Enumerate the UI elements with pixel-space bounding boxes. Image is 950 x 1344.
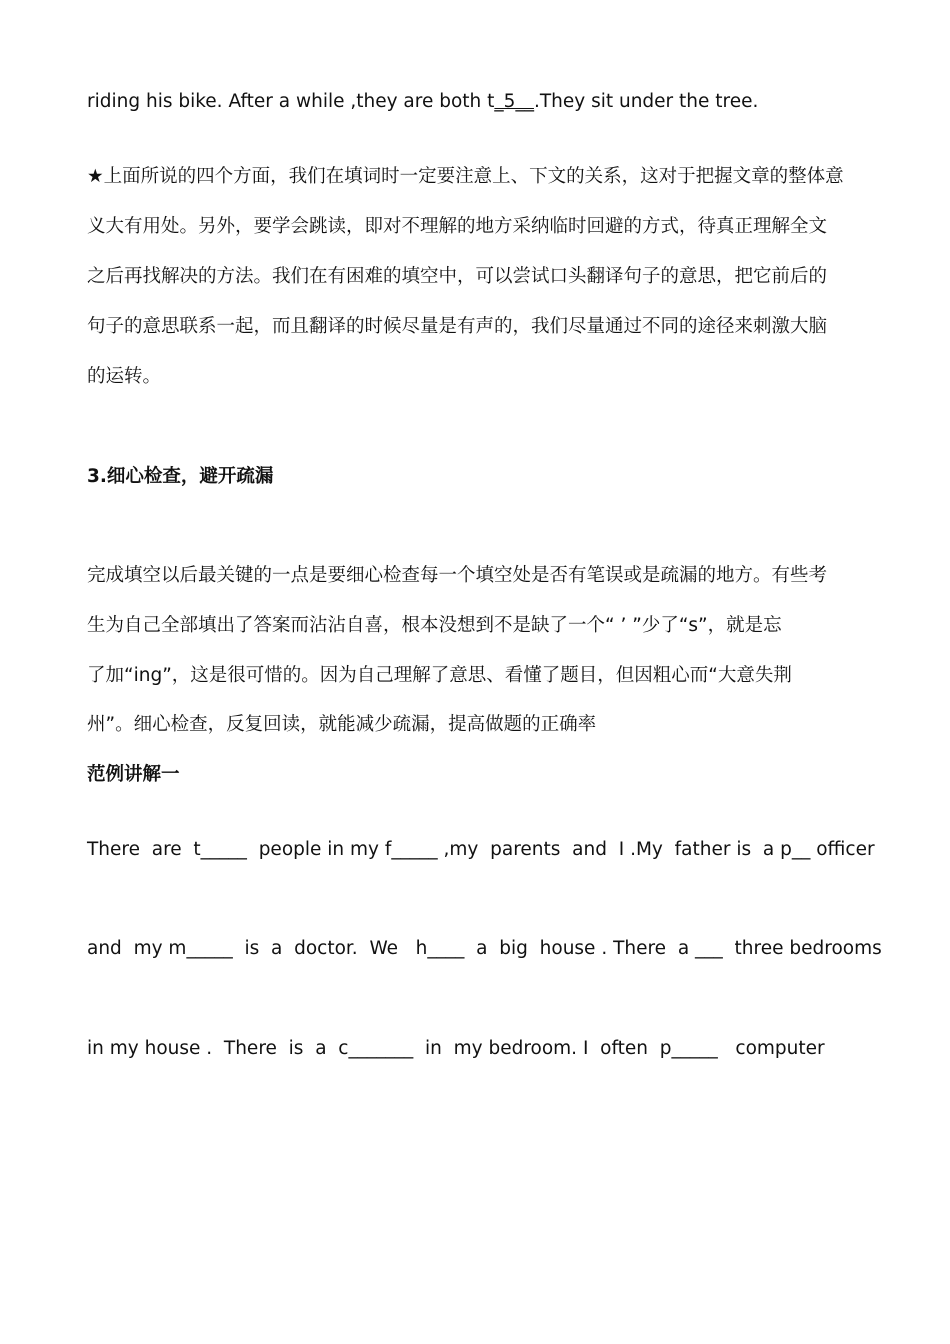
check-line: 州”。细心检查，反复回读，就能减少疏漏，提高做题的正确率: [87, 714, 597, 735]
example-heading: 范例讲解一: [87, 764, 180, 785]
tip-line: 之后再找解决的方法。我们在有困难的填空中，可以尝试口头翻译句子的意思，把它前后的: [87, 266, 828, 287]
tip-line: ★上面所说的四个方面，我们在填词时一定要注意上、下文的关系，这对于把握文章的整体意: [87, 166, 844, 187]
intro-text-after: .They sit under the tree.: [533, 91, 759, 112]
section-heading: 3.细心检查，避开疏漏: [87, 466, 274, 487]
example-line: There are t_____ people in my f_____ ,my parents and I .My father is a p__ officer: [87, 839, 875, 860]
intro-text-before: riding his bike. After a while ,they are both t: [87, 91, 495, 112]
check-line: 了加“ing”，这是很可惜的。因为自己理解了意思、看懂了题目，但因粗心而“大意失荆: [87, 665, 792, 686]
intro-blank-answer: _5__: [494, 91, 534, 112]
intro-line: [87, 90, 758, 114]
tip-line: 义大有用处。另外，要学会跳读，即对不理解的地方采纳临时回避的方式，待真正理解全文: [87, 216, 828, 237]
check-line: 生为自己全部填出了答案而沾沾自喜，根本没想到不是缺了一个“ ’ ”少了“s”，就是忘: [87, 615, 782, 636]
tip-line: 的运转。: [87, 366, 162, 387]
tip-line: 句子的意思联系一起，而且翻译的时候尽量是有声的，我们尽量通过不同的途径来刺激大脑: [87, 316, 828, 337]
check-line: 完成填空以后最关键的一点是要细心检查每一个填空处是否有笔误或是疏漏的地方。有些考: [87, 565, 828, 586]
example-line: in my house . There is a c_______ in my bedroom. I often p_____ computer: [87, 1038, 825, 1059]
example-line: and my m_____ is a doctor. We h____ a big house . There a ___ three bedrooms: [87, 938, 882, 959]
